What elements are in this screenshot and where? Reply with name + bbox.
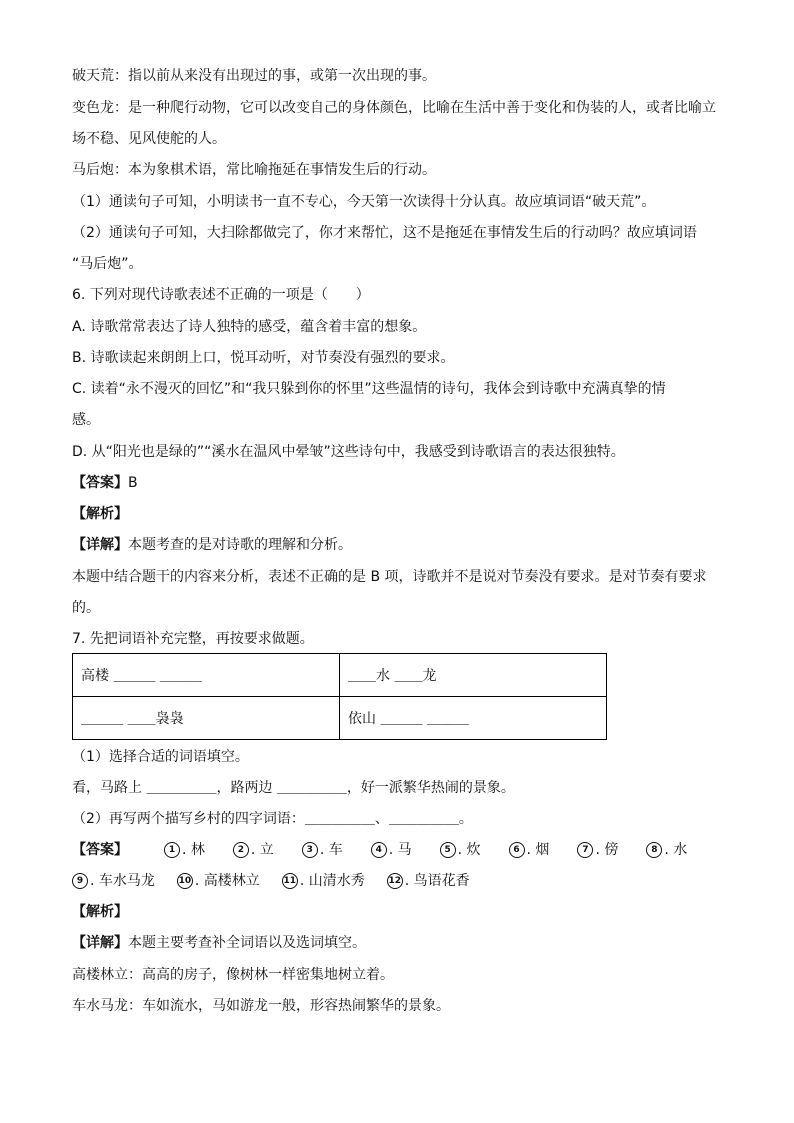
q6-explain-line2: 的。: [72, 600, 100, 616]
q6-explain-line1: 本题中结合题干的内容来分析，表述不正确的是 B 项，诗歌并不是说对节奏没有要求。是对节奏有要求: [72, 569, 707, 585]
def-mahoupao: 马后炮：本为象棋术语，常比喻拖延在事情发生后的行动。: [72, 162, 436, 178]
q6-stem: 6. 下列对现代诗歌表述不正确的一项是（ ）: [72, 287, 370, 303]
detail-text: 本题主要考查补全词语以及选词填空。: [128, 935, 366, 951]
q7-analysis-tag: 【解析】: [72, 904, 128, 920]
answer-item: 11 . 山清水秀: [283, 873, 365, 889]
answer-item: 9 . 车水马龙: [72, 871, 155, 891]
def-bianselong-line1: 变色龙：是一种爬行动物，它可以改变自己的身体颜色，比喻在生活中善于变化和伪装的人，或者比喻立: [72, 100, 716, 116]
q6-option-c-line1: C. 读着“永不漫灭的回忆”和“我只躲到你的怀里”这些温情的诗句，我体会到诗歌中充满真挚的情: [72, 381, 666, 397]
table-cell: ＿＿水 ＿＿龙: [340, 654, 607, 697]
table-cell: ＿＿＿ ＿＿袅袅: [73, 697, 340, 740]
answer-item: 3 . 车: [302, 840, 343, 860]
detail-text: 本题考查的是对诗歌的理解和分析。: [128, 537, 352, 553]
answer-item: 5 . 炊: [440, 840, 481, 860]
q6-detail: [72, 535, 352, 555]
def-cheshuimalong: 车水马龙：车如流水，马如游龙一般，形容热闹繁华的景象。: [72, 998, 450, 1014]
answer-value: B: [128, 475, 138, 491]
answer-item: 2 . 立: [233, 840, 274, 860]
def-gaoloulinli: 高楼林立：高高的房子，像树林一样密集地树立着。: [72, 967, 394, 983]
answer-item: 12 . 鸟语花香: [388, 873, 470, 889]
q5-analysis-2-line2: “马后炮”。: [72, 256, 143, 272]
q7-answer-row2: [72, 871, 470, 891]
answer-item: 7 . 傍: [577, 840, 618, 860]
answer-item: 4 . 马: [371, 840, 412, 860]
answer-tag: 【答案】: [72, 842, 128, 858]
answer-item: 6 . 烟: [509, 840, 550, 860]
q6-answer: [72, 473, 138, 493]
q5-analysis-1: （1）通读句子可知，小明读书一直不专心，今天第一次读得十分认真。故应填词语“破天荒”。: [72, 194, 656, 210]
q7-word-table: [72, 653, 607, 740]
def-bianselong-line2: 场不稳、见风使舵的人。: [72, 131, 226, 147]
q6-option-b: B. 诗歌读起来朗朗上口，悦耳动听，对节奏没有强烈的要求。: [72, 350, 455, 366]
q7-sub1-sentence: 看，马路上 ＿＿＿＿＿，路两边 ＿＿＿＿＿，好一派繁华热闹的景象。: [72, 780, 515, 796]
detail-tag: 【详解】: [72, 935, 128, 951]
q7-stem: 7. 先把词语补充完整，再按要求做题。: [72, 631, 314, 647]
q7-answer-row1: [72, 840, 687, 860]
def-potianhuang: 破天荒：指以前从来没有出现过的事，或第一次出现的事。: [72, 68, 436, 84]
q7-sub1: （1）选择合适的词语填空。: [72, 749, 249, 765]
table-row: [73, 654, 607, 697]
q5-analysis-2-line1: （2）通读句子可知，大扫除都做完了，你才来帮忙，这不是拖延在事情发生后的行动吗？故应填词语: [72, 225, 697, 241]
q7-detail: [72, 933, 366, 953]
answer-item: 8 . 水: [646, 840, 687, 860]
q7-sub2: （2）再写两个描写乡村的四字词语：＿＿＿＿＿、＿＿＿＿＿。: [72, 811, 473, 827]
table-cell: 依山 ＿＿＿ ＿＿＿: [340, 697, 607, 740]
table-cell: 高楼 ＿＿＿ ＿＿＿: [73, 654, 340, 697]
q6-option-a: A. 诗歌常常表达了诗人独特的感受，蕴含着丰富的想象。: [72, 319, 427, 335]
q6-analysis-tag: 【解析】: [72, 506, 128, 522]
answer-item: 10 . 高楼林立: [178, 873, 260, 889]
answer-item: 1 . 林: [164, 840, 205, 860]
q6-option-c-line2: 感。: [72, 412, 100, 428]
answer-tag: 【答案】: [72, 475, 128, 491]
table-row: [73, 697, 607, 740]
q6-option-d: D. 从“阳光也是绿的”“溪水在温风中晕皱”这些诗句中，我感受到诗歌语言的表达很独特。: [72, 444, 625, 460]
detail-tag: 【详解】: [72, 537, 128, 553]
